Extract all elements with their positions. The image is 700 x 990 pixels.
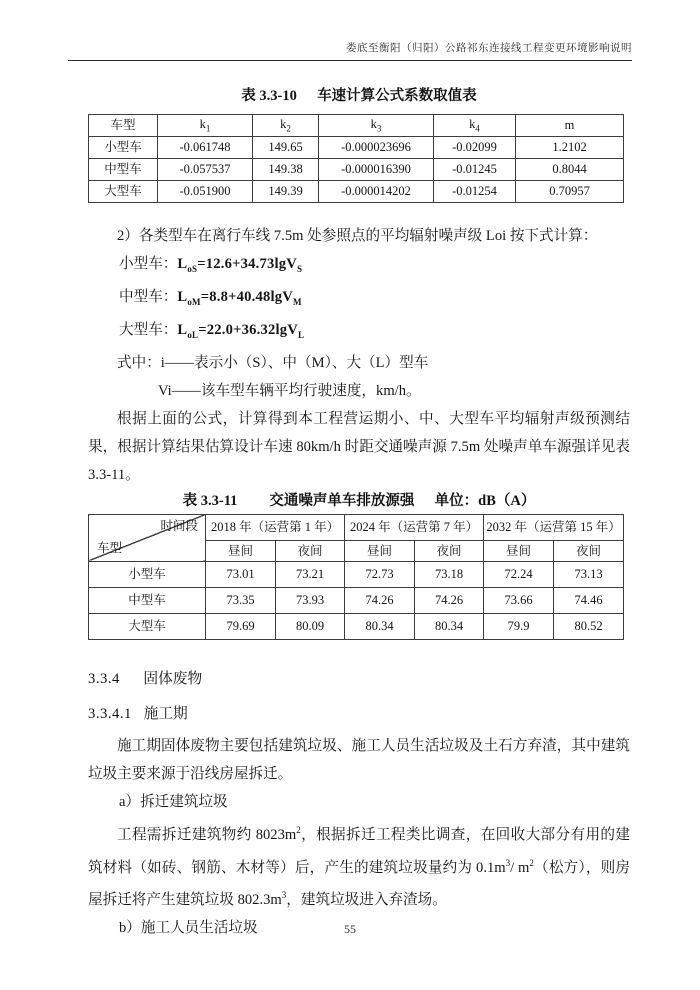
cell: 79.9 xyxy=(484,613,554,639)
formula-line-large: 大型车：$L_{oL}=22.0+36.32\lg V_L$ xyxy=(119,321,305,340)
diagonal-header-cell xyxy=(89,514,206,561)
cell: 80.52 xyxy=(554,613,624,639)
speed-coefficient-table xyxy=(88,114,624,203)
cell: -0.01254 xyxy=(434,181,516,203)
paragraph-demolition-detail: 工程需拆迁建筑物约 $8023m^2$，根据拆迁工程类比调查，在回收大部分有用的建筑材料（如砖、钢筋、木材等）后，产生的建筑垃圾量约为 $0.1m^3/$ $m^2$（松方），则房屋拆迁将产生建筑垃圾 $802.3m^3$，建筑垃圾进入弃渣场。 xyxy=(88,824,631,909)
cell: -0.051900 xyxy=(158,181,253,203)
cell: 73.18 xyxy=(415,561,484,587)
col-header-vehicle: 车型 xyxy=(89,115,158,137)
table-row xyxy=(89,159,624,181)
intro-paragraph: 2）各类型车在离行车线 7.5m 处参照点的平均辐射噪声级 Loi 按下式计算： xyxy=(117,228,598,244)
cell: 80.34 xyxy=(415,613,484,639)
cell: -0.000016390 xyxy=(319,159,434,181)
cell: 大型车 xyxy=(89,181,158,203)
cell: 72.24 xyxy=(484,561,554,587)
table-header-row-years xyxy=(89,514,624,540)
page-content xyxy=(88,84,630,942)
section-title: 施工期 xyxy=(143,705,188,722)
table-row xyxy=(89,181,624,203)
cell: 72.73 xyxy=(345,561,415,587)
table-row xyxy=(89,613,624,639)
section-number: 3.3.4.1 xyxy=(88,705,132,722)
cell: 79.69 xyxy=(206,613,276,639)
cell: 0.8044 xyxy=(516,159,624,181)
header-title: 娄底至衡阳（归阳）公路祁东连接线工程变更环境影响说明 xyxy=(346,43,632,54)
cell: 中型车 xyxy=(89,587,206,613)
cell: 1.2102 xyxy=(516,137,624,159)
year-header-2018: 2018 年（运营第 1 年） xyxy=(206,514,345,540)
table2-title-text: 交通噪声单车排放源强 xyxy=(269,492,415,509)
diag-label-period: 时间段 xyxy=(160,518,198,533)
cell: 73.93 xyxy=(276,587,345,613)
noise-source-table xyxy=(88,514,624,640)
table1-title-label: 表 3.3-10 xyxy=(241,88,297,104)
col-header-k4: $k_4$ xyxy=(434,115,516,137)
sub-header: 夜间 xyxy=(415,540,484,561)
cell: -0.000023696 xyxy=(319,137,434,159)
year-header-2032: 2032 年（运营第 15 年） xyxy=(484,514,624,540)
table-row xyxy=(89,561,624,587)
col-header-m: m xyxy=(516,115,624,137)
year-header-2024: 2024 年（运营第 7 年） xyxy=(345,514,484,540)
cell: 73.01 xyxy=(206,561,276,587)
cell: 小型车 xyxy=(89,561,206,587)
cell: 小型车 xyxy=(89,137,158,159)
cell: -0.01245 xyxy=(434,159,516,181)
sub-header: 昼间 xyxy=(484,540,554,561)
cell: 149.39 xyxy=(253,181,319,203)
cell: 80.34 xyxy=(345,613,415,639)
cell: -0.061748 xyxy=(158,137,253,159)
cell: 73.13 xyxy=(554,561,624,587)
section-title: 固体废物 xyxy=(143,670,203,687)
cell: 中型车 xyxy=(89,159,158,181)
sub-header: 昼间 xyxy=(206,540,276,561)
formula-section xyxy=(88,222,630,489)
section-heading-construction-period xyxy=(88,700,630,728)
formula-line-medium: 中型车：$L_{oM}=8.8+40.48\lg V_M$ xyxy=(119,288,302,307)
diag-label-vehicle: 车型 xyxy=(97,541,123,556)
cell: 74.46 xyxy=(554,587,624,613)
result-paragraph: 根据上面的公式，计算得到本工程营运期小、中、大型车平均辐射声级预测结果，根据计算结果估算设计车速 80km/h 时距交通噪声源 7.5m 处噪声单车源强详见表 3.3-11。 xyxy=(88,410,630,483)
running-header xyxy=(68,0,632,61)
table2-title-label: 表 3.3-11 xyxy=(182,492,238,509)
table1-title-text: 车速计算公式系数取值表 xyxy=(317,88,477,104)
cell: 73.35 xyxy=(206,587,276,613)
table2-title xyxy=(88,489,630,510)
cell: 149.38 xyxy=(253,159,319,181)
formula-line-small: 小型车：$L_{oS}=12.6+34.73\lg V_S$ xyxy=(119,256,303,274)
cell: -0.000014202 xyxy=(319,181,434,203)
table-header-row xyxy=(89,115,624,137)
paragraph-solid-waste-intro: 施工期固体废物主要包括建筑垃圾、施工人员生活垃圾及土石方弃渣，其中建筑垃圾主要来源于沿线房屋拆迁。 xyxy=(88,737,630,782)
cell: 73.66 xyxy=(484,587,554,613)
cell: -0.02099 xyxy=(434,137,516,159)
table1-title xyxy=(88,84,630,105)
col-header-k1: $k_1$ xyxy=(158,115,253,137)
cell: -0.057537 xyxy=(158,159,253,181)
cell: 74.26 xyxy=(345,587,415,613)
table-row xyxy=(89,137,624,159)
col-header-k3: $k_3$ xyxy=(319,115,434,137)
table-row xyxy=(89,587,624,613)
col-header-k2: $k_2$ xyxy=(253,115,319,137)
cell: 73.21 xyxy=(276,561,345,587)
table2-title-unit: 单位：dB（A） xyxy=(434,492,536,509)
item-b-worker-waste: b）施工人员生活垃圾 xyxy=(119,920,258,937)
item-a-demolition-waste: a）拆迁建筑垃圾 xyxy=(119,793,228,810)
cell: 大型车 xyxy=(89,613,206,639)
cell: 80.09 xyxy=(276,613,345,639)
solid-waste-body xyxy=(88,732,630,943)
page-number: 55 xyxy=(344,922,356,936)
cell: 0.70957 xyxy=(516,181,624,203)
sub-header: 夜间 xyxy=(276,540,345,561)
where-clause-i: 式中：i——表示小（S）、中（M）、大（L）型车 xyxy=(117,354,429,371)
cell: 149.65 xyxy=(253,137,319,159)
sub-header: 夜间 xyxy=(554,540,624,561)
sub-header: 昼间 xyxy=(345,540,415,561)
cell: 74.26 xyxy=(415,587,484,613)
where-clause-vi: Vi——该车型车辆平均行驶速度，km/h。 xyxy=(158,382,421,399)
section-heading-solid-waste xyxy=(88,665,630,693)
section-number: 3.3.4 xyxy=(88,670,120,687)
